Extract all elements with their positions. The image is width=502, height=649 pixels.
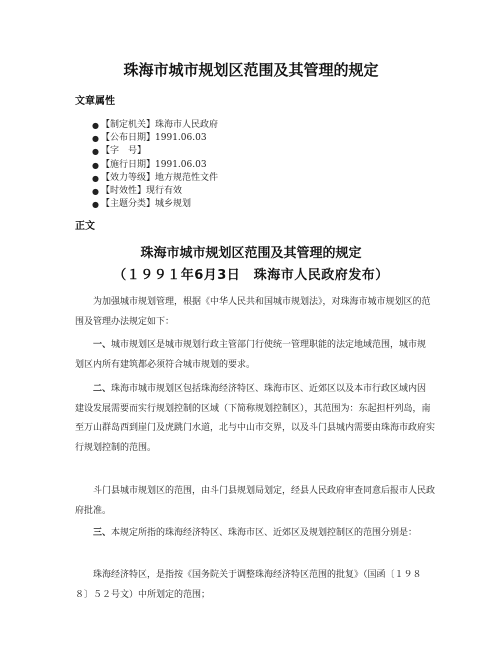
attribute-value: 1991.06.03 (155, 133, 207, 144)
attribute-label: 【主题分类】 (101, 199, 156, 210)
paragraph-text: 为加强城市规划管理，根据《中华人民共和国城市规划法》，对珠海市城市规划区的范围及管理办法规定如下： (75, 297, 431, 327)
attribute-item (92, 159, 218, 172)
attributes-list (92, 119, 218, 211)
attribute-label: 【字 号】 (101, 146, 147, 157)
attribute-value: 珠海市人民政府 (155, 120, 219, 130)
paragraph-lead: 二、 (93, 384, 112, 394)
attribute-label: 【公布日期】 (101, 133, 156, 144)
attribute-item (92, 145, 218, 158)
body-heading: 正文 (75, 221, 95, 232)
paragraph-lead: 三、 (93, 528, 112, 538)
paragraph (75, 380, 435, 459)
paragraph-lead: 一、 (93, 340, 112, 350)
attribute-value: 现行有效 (146, 186, 183, 197)
paragraph (75, 293, 435, 332)
bullet-icon: ● (92, 160, 99, 170)
paragraph (75, 336, 435, 375)
attribute-value: 城乡规划 (155, 199, 192, 210)
bullet-icon: ● (92, 173, 99, 183)
attribute-item (92, 185, 218, 198)
attribute-item (92, 172, 218, 185)
paragraph (75, 566, 435, 605)
attribute-item (92, 198, 218, 211)
bullet-icon: ● (92, 200, 99, 210)
attribute-label: 【制定机关】 (101, 120, 156, 130)
attribute-item (92, 132, 218, 145)
bullet-icon: ● (92, 134, 99, 144)
paragraph-text: 珠海经济特区，是指按《国务院关于调整珠海经济特区范围的批复》（国函〔１９８８〕５２号文）中所划定的范围； (75, 570, 422, 600)
bullet-icon: ● (92, 121, 99, 130)
paragraph-text: 斗门县城市规划区的范围，由斗门县规划局划定，经县人民政府审查同意后报市人民政府批准。 (75, 486, 436, 516)
attribute-item (92, 119, 218, 132)
bullet-icon: ● (92, 187, 99, 197)
attribute-label: 【施行日期】 (101, 159, 156, 170)
paragraph (75, 482, 435, 521)
page-title: 珠海市城市规划区范围及其管理的规定 (123, 61, 379, 79)
attribute-label: 【效力等级】 (101, 172, 156, 183)
body-title: 珠海市城市规划区范围及其管理的规定 (140, 246, 362, 261)
paragraph (75, 524, 435, 544)
attribute-value: 地方规范性文件 (155, 172, 219, 183)
paragraph-text: 本规定所指的珠海经济特区、珠海市区、近郊区及规划控制区的范围分别是： (111, 528, 418, 538)
bullet-icon: ● (92, 147, 99, 157)
attribute-label: 【时效性】 (101, 186, 147, 197)
paragraph-text: 珠海市城市规划区包括珠海经济特区、珠海市区、近郊区以及本市行政区域内因建设发展需要而实行规划控制的区域（下简称规划控制区），其范围为：东起担杆列岛，南至万山群岛西到崖门及虎跳门水道，北与中山市交界，以及斗门县城内需要由珠海市政府实行规划控制的范围。 (75, 384, 436, 454)
body-subtitle: （１９９１年6月3日 珠海市人民政府发布） (113, 268, 389, 283)
attributes-heading: 文章属性 (75, 96, 115, 107)
paragraph-text: 城市规划区是城市规划行政主管部门行使统一管理职能的法定地域范围，城市规划区内所有建筑都必须符合城市规划的要求。 (75, 340, 427, 370)
attribute-value: 1991.06.03 (155, 159, 207, 170)
